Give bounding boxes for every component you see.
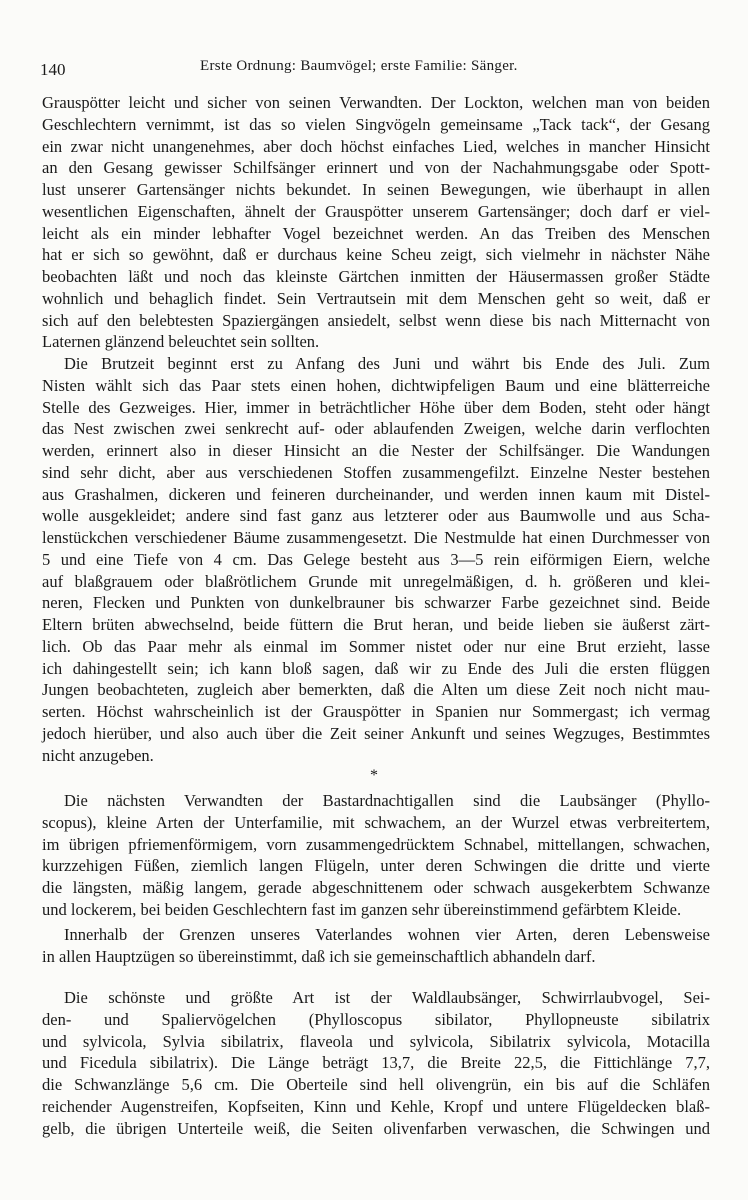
text-line: Die nächsten Verwandten der Bastardnachtigallen sind die Laubsänger (Phyllo- [64,791,710,810]
text-line: hat er sich so gewöhnt, daß er durchaus keine Scheu zeigt, sich vielmehr in nächster Nähe [42,245,710,265]
text-line: ein zwar nicht unangenehmes, aber doch höchst einfaches Lied, welches in mancher Hinsicht [42,136,710,156]
text-line: lich. Ob das Paar mehr als einmal im Sommer nistet oder nur eine Brut erzieht, lasse [42,636,710,656]
text-line: Die schönste und größte Art ist der Waldlaubsänger, Schwirrlaubvogel, Sei- [64,988,710,1007]
text-line: wolle ausgekleidet; andere sind fast ganz aus letzterer oder aus Baumwolle und aus Scha- [42,506,710,526]
text-line: sich auf den belebtesten Spaziergängen ansiedelt, selbst wenn diese bis nach Mitternacht von [42,310,710,330]
text-line: und sylvicola, Sylvia sibilatrix, flaveola und sylvicola, Sibilatrix sylvicola, Motacilla [42,1031,710,1051]
text-line: scopus), kleine Arten der Unterfamilie, mit schwachem, an der Wurzel etwas verbreitertem, [42,812,710,832]
text-line: Eltern brüten abwechselnd, beide füttern die Brut heran, und beide lieben sie äußerst zärt- [42,615,710,634]
text-line: und lockerem, bei beiden Geschlechtern fast im ganzen sehr übereinstimmend gefärbtem Kleide. [42,899,682,919]
text-line: werden, erinnert also in dieser Hinsicht an die Nester der Schilfsänger. Die Wandungen [42,441,710,460]
text-line: die längsten, mäßig langem, gerade abgeschnittenem oder schwach ausgekerbtem Schwanze [42,878,710,897]
text-line: den- und Spaliervögelchen (Phylloscopus sibilator, Phyllopneuste sibilatrix [42,1009,710,1029]
text-line: und Ficedula sibilatrix). Die Länge beträgt 13,7, die Breite 22,5, die Fittichlänge 7,7, [42,1053,710,1073]
text-line: gelb, die übrigen Unterteile weiß, die Seiten olivenfarben verwaschen, die Schwingen und [42,1118,710,1138]
text-line: ich dahingestellt sein; ich kann bloß sagen, daß wir zu Ende des Juli die ersten flüggen [42,658,710,678]
text-line: auf blaßgrauem oder blaßrötlichem Grunde mit unregelmäßigen, d. h. größeren und klei- [42,571,710,591]
text-line: die Schwanzlänge 5,6 cm. Die Oberteile sind hell olivengrün, ein bis auf die Schläfen [42,1075,710,1094]
text-line: Nisten wählt sich das Paar stets einen hohen, dichtwipfeligen Baum und eine blätterreiche [42,375,710,395]
section-separator: * [370,767,378,784]
text-line: Grauspötter leicht und sicher von seinen Verwandten. Der Lockton, welchen man von beiden [42,93,710,112]
running-head: Erste Ordnung: Baumvögel; erste Familie: Sänger. [200,58,518,74]
text-line: Laternen glänzend beleuchtet sein sollten. [42,332,320,352]
page-number: 140 [40,60,66,79]
text-line: im übrigen pfriemenförmigem, vorn zusammengedrücktem Schnabel, mittellangen, schwachen, [42,834,710,854]
text-line: leicht als ein minder lebhafter Vogel bezeichnet werden. An das Treiben des Menschen [42,223,710,243]
text-line: das Nest zwischen zwei senkrecht auf- oder ablaufenden Zweigen, welche darin verflochten [42,419,710,439]
text-line: sind sehr dicht, aber aus verschiedenen Stoffen zusammengefilzt. Einzelne Nester bestehen [42,462,710,482]
text-line: wohnlich und behaglich findet. Sein Vertrautsein mit dem Menschen geht so weit, daß er [42,288,710,308]
text-line: 5 und eine Tiefe von 4 cm. Das Gelege besteht aus 3—5 rein eiförmigen Eiern, welche [42,549,710,569]
text-line: an den Gesang gewisser Schilfsänger erinnert und von der Nachahmungsgabe oder Spott- [42,158,710,178]
text-line: kurzzehigen Füßen, ziemlich langen Flügeln, unter deren Schwingen die dritte und vierte [42,856,710,876]
text-line: wesentlichen Eigenschaften, ähnelt der Grauspötter unserem Gartensänger; doch darf er viel- [42,201,710,221]
text-line: reichender Augenstreifen, Kopfseiten, Kinn und Kehle, Kropf und untere Flügeldecken blaß- [42,1096,710,1116]
text-line: Jungen beobachteten, zugleich aber bemerkten, daß die Alten um diese Zeit noch nicht mau- [42,680,710,700]
text-line: jedoch hierüber, und also auch über die Zeit seiner Ankunft und seines Wegzuges, Bestimmtes [42,723,710,743]
text-line: beobachten läßt und noch das kleinste Gärtchen inmitten der Häusermassen großer Städte [42,267,710,286]
text-line: neren, Flecken und Punkten von dunkelbrauner bis schwarzer Farbe gezeichnet sind. Beide [42,593,710,613]
text-line: nicht anzugeben. [42,745,154,765]
text-line: Geschlechtern vernimmt, ist das so vielen Singvögeln gemeinsame „Tack tack“, der Gesang [42,114,710,134]
text-line: Die Brutzeit beginnt erst zu Anfang des Juni und währt bis Ende des Juli. Zum [64,354,710,373]
text-line: lust unserer Gartensänger nichts bekundet. In seinen Bewegungen, wie überhaupt in allen [42,180,710,199]
text-line: lenstückchen verschiedener Bäume zusammengesetzt. Die Nestmulde hat einen Durchmesser von [42,528,710,547]
text-line: serten. Höchst wahrscheinlich ist der Grauspötter in Spanien nur Sommergast; ich vermag [42,702,710,721]
text-line: Stelle des Gezweiges. Hier, immer in beträchtlicher Höhe über dem Boden, steht oder hängt [42,397,710,417]
text-line: in allen Hauptzügen so übereinstimmt, daß ich sie gemeinschaftlich abhandeln darf. [42,946,596,966]
text-line: aus Grashalmen, dickeren und feineren durcheinander, und werden innen kaum mit Distel- [42,484,710,504]
text-line: Innerhalb der Grenzen unseres Vaterlandes wohnen vier Arten, deren Lebensweise [64,925,710,944]
